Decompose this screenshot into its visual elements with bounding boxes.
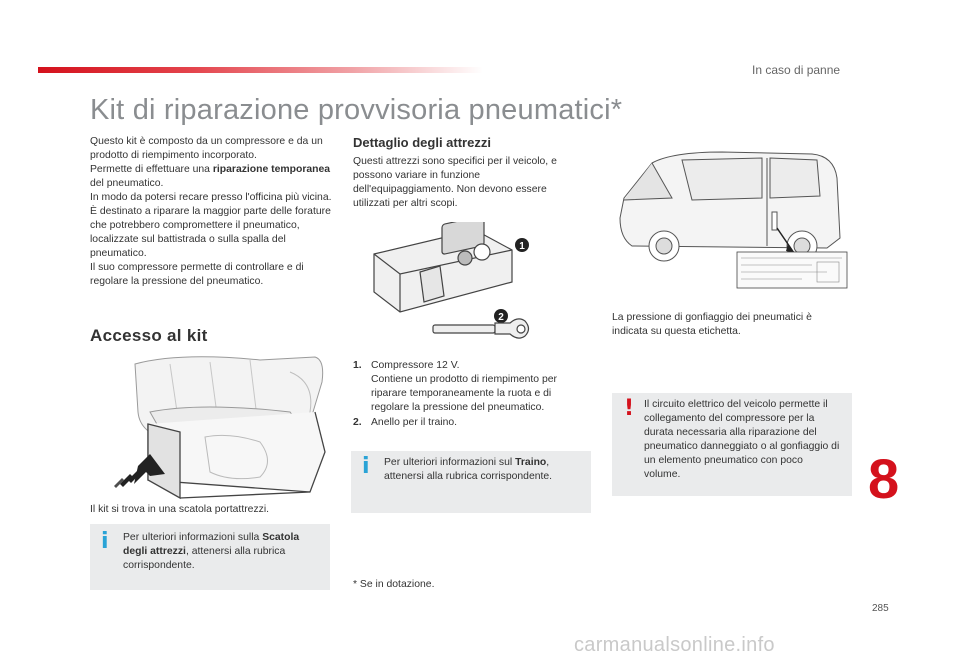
- towing-info-box: i Per ulteriori informazioni sul Traino, attenersi alla rubrica corrispondente.: [351, 451, 591, 513]
- tools-illustration: [360, 222, 535, 347]
- vehicle-label-illustration: [612, 138, 852, 293]
- seat-storage-illustration: [110, 352, 335, 500]
- vehicle-caption: La pressione di gonfiaggio dei pneumatici è indicata su questa etichetta.: [612, 312, 812, 337]
- intro-text: [90, 135, 336, 289]
- warning-icon: !: [624, 396, 635, 421]
- intro-p5: Il suo compressore permette di controllare e di regolare la pressione del pneumatico.: [90, 262, 304, 287]
- tool-item-compressor: 1. Compressore 12 V. Contiene un prodotto di riempimento per riparare temporaneamente la ruota e di regolare la pressione del pneumatico.: [353, 360, 557, 413]
- info-icon: i: [101, 529, 109, 554]
- access-heading: Accesso al kit: [90, 326, 208, 345]
- tool-item-towing-eye: 2. Anello per il traino.: [353, 417, 458, 428]
- chapter-number: 8: [868, 447, 900, 510]
- footnote: * Se in dotazione.: [353, 579, 435, 590]
- page-number: 285: [872, 603, 889, 614]
- section-header: In caso di panne: [752, 63, 841, 77]
- tools-callout-1: 1: [519, 241, 525, 252]
- intro-p2: Permette di effettuare una riparazione temporanea del pneumatico.: [90, 164, 331, 189]
- header-accent-bar: [38, 67, 483, 73]
- tools-intro: Questi attrezzi sono specifici per il veicolo, e possono variare in funzione dell'equipaggiamento. Non devono essere utilizzati per altri scopi.: [353, 156, 557, 209]
- tools-list: [353, 359, 578, 431]
- access-info-box: i Per ulteriori informazioni sulla Scatola degli attrezzi, attenersi alla rubrica corrispondente.: [90, 524, 330, 590]
- info-icon: i: [362, 454, 370, 479]
- tools-callout-2: 2: [498, 312, 504, 323]
- access-caption: Il kit si trova in una scatola portattrezzi.: [90, 504, 270, 515]
- intro-p3: In modo da potersi recare presso l'officina più vicina.: [90, 192, 332, 203]
- intro-p4: È destinato a riparare la maggior parte delle forature che potrebbero compromettere il pneumatico, localizzate sul battistrada o sulla spalla del pneumatico.: [90, 206, 331, 259]
- warning-box: ! Il circuito elettrico del veicolo permette il collegamento del compressore per la durata necessaria alla riparazione del pneumatico danneggiato o al gonfiaggio di un elemento pneumatico con poco volume.: [612, 393, 852, 496]
- tools-heading: Dettaglio degli attrezzi: [353, 135, 491, 150]
- page-title: Kit di riparazione provvisoria pneumatici*: [90, 94, 623, 126]
- watermark: carmanualsonline.info: [574, 634, 775, 656]
- intro-p1: Questo kit è composto da un compressore e da un prodotto di riempimento incorporato.: [90, 136, 323, 161]
